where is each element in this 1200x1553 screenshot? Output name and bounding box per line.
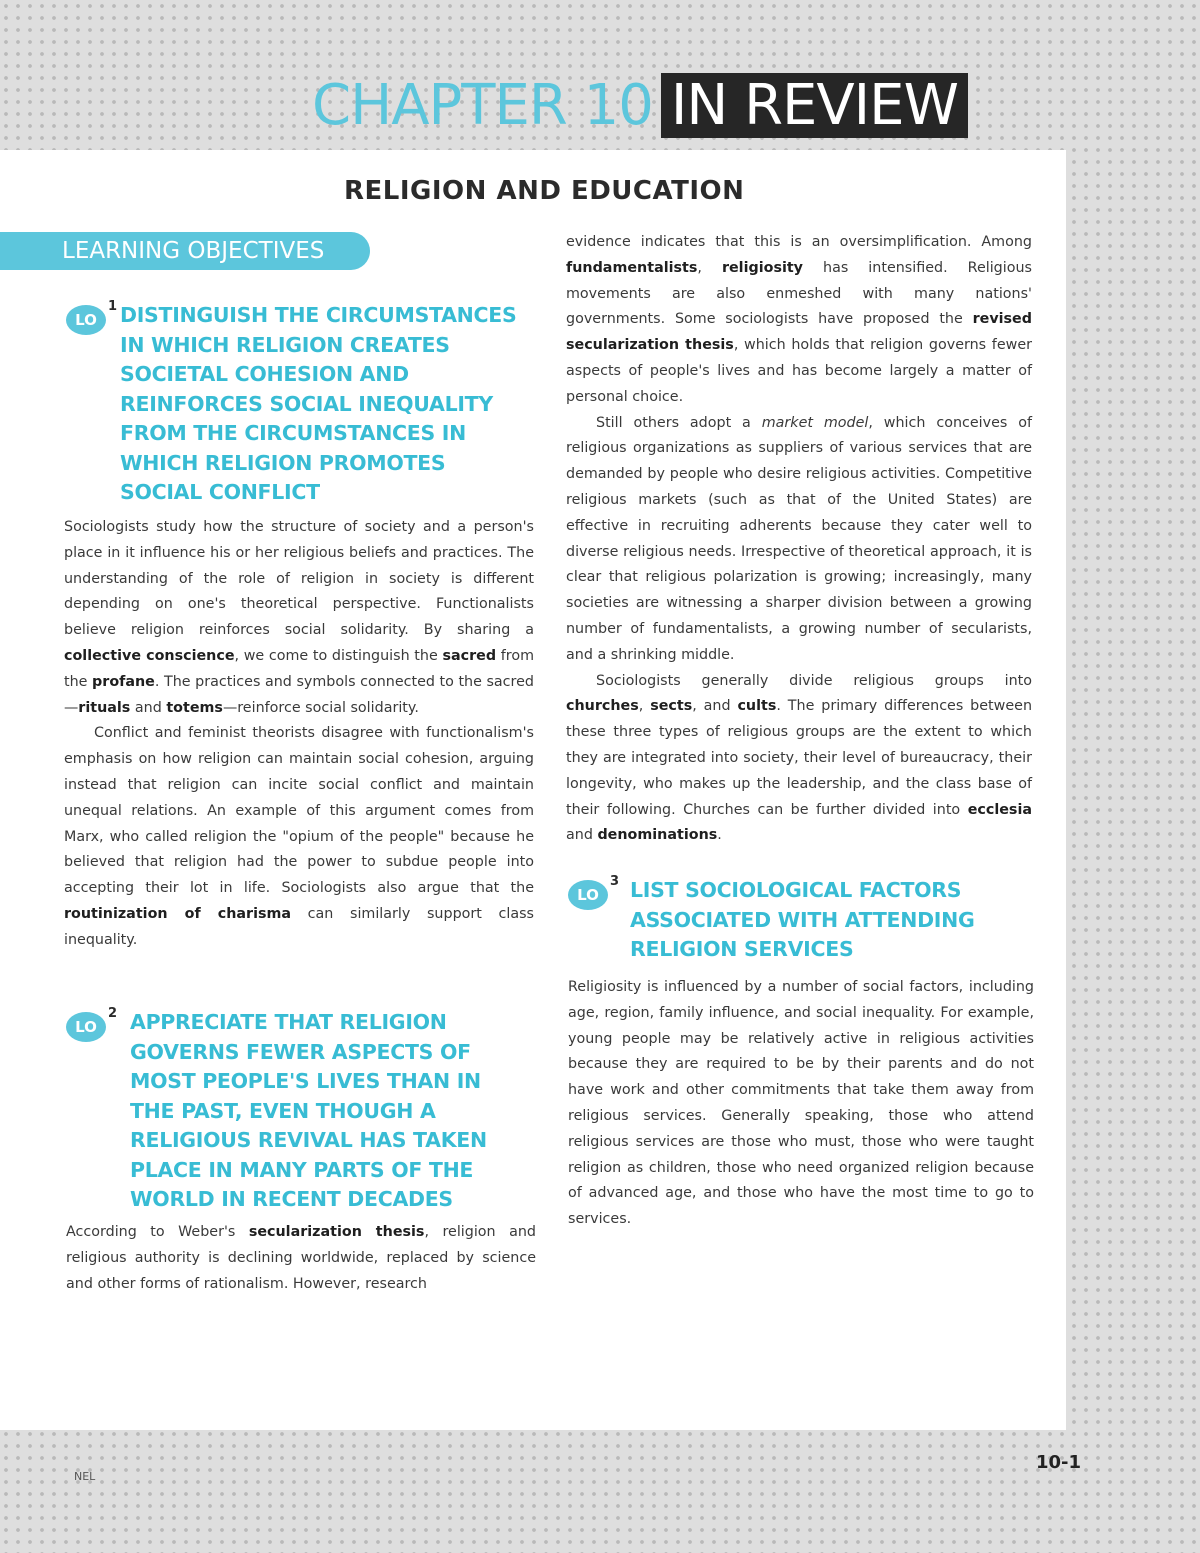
lo2-paragraph-2 (566, 411, 1032, 669)
term-sacred: sacred (442, 647, 497, 664)
lo3-badge-icon: LO (568, 880, 608, 910)
text: Sociologists generally divide religious groups into (596, 672, 1032, 689)
term-denominations: denominations (597, 827, 718, 844)
term-cults: cults (737, 698, 777, 715)
text: , religion and religious authority is declining worldwide, replaced by science and other forms of rationalism. However, research (66, 1224, 536, 1292)
text: According to Weber's (66, 1224, 249, 1240)
text: from the (64, 647, 534, 690)
term-market-model: market model (761, 414, 869, 431)
term-secularization-thesis: secularization thesis (248, 1224, 425, 1240)
text: Sociologists study how the structure of society and a person's place in it influence his or her religious beliefs and practices. The understanding of the role of religion in society is different depending on one's theoretical perspective. Functionalists believe religion reinforces social solidarity. By sharing a (64, 519, 534, 639)
lo3-body (568, 975, 1034, 1233)
text: , (638, 698, 651, 715)
text: . The practices and symbols connected to the sacred— (64, 673, 534, 716)
lo2-paragraph-1-continued (566, 230, 1032, 411)
lo2-body-left (66, 1220, 536, 1297)
lo2-badge-icon: LO (66, 1012, 106, 1042)
lo1-number: 1 (108, 299, 118, 314)
term-revised-secularization-thesis: revised secularization thesis (566, 311, 1032, 354)
text: , we come to distinguish the (234, 647, 443, 664)
page-number: 10-1 (1036, 1452, 1082, 1473)
text: evidence indicates that this is an oversimplification. Among (566, 234, 1032, 250)
lo1-paragraph-2 (64, 721, 534, 953)
learning-objectives-label: LEARNING OBJECTIVES (62, 238, 325, 264)
term-profane: profane (92, 673, 155, 690)
lo1-badge-icon: LO (66, 305, 106, 335)
lo1-paragraph-1 (64, 515, 534, 721)
chapter-title (312, 70, 968, 142)
text: , (697, 259, 722, 276)
section-title: RELIGION AND EDUCATION (344, 176, 745, 206)
term-ecclesia: ecclesia (967, 801, 1032, 818)
text: . The primary differences between these three types of religious groups are the extent to which they are integrated into society, their level of bureaucracy, their longevity, who makes up the leadership, and the class base of their following. Churches can be further divided into (566, 698, 1033, 818)
lo2-paragraph-3 (566, 669, 1032, 850)
text: Conflict and feminist theorists disagree with functionalism's emphasis on how religion can maintain social cohesion, arguing instead that religion can incite social conflict and maintain unequal relations. An example of this argument comes from Marx, who called religion the "opium of the people" because he believed that religion had the power to subdue people into accepting their lot in life. Sociologists also argue that the (64, 725, 534, 897)
lo2-heading (66, 1006, 536, 1222)
text: and (130, 699, 167, 716)
term-rituals: rituals (78, 699, 131, 716)
text: , and (692, 698, 738, 715)
text: . (717, 827, 722, 844)
text: —reinforce social solidarity. (222, 699, 419, 716)
term-collective-conscience: collective conscience (64, 647, 235, 664)
chapter-number: CHAPTER 10 (312, 73, 653, 138)
lo2-number: 2 (108, 1006, 118, 1021)
term-totems: totems (166, 699, 223, 716)
term-sects: sects (650, 698, 693, 715)
term-churches: churches (566, 698, 639, 715)
publisher-mark: NEL (74, 1470, 96, 1483)
text: has intensified. Religious movements are also enmeshed with many nations' governments. Some sociologists have proposed the (566, 259, 1032, 328)
lo1-body (64, 515, 534, 954)
term-fundamentalists: fundamentalists (566, 259, 698, 276)
lo3-heading (568, 874, 1034, 975)
lo2-body-right (566, 230, 1032, 849)
lo3-title: LIST SOCIOLOGICAL FACTORS ASSOCIATED WITH ATTENDING RELIGION SERVICES (630, 878, 975, 961)
term-routinization-of-charisma: routinization of charisma (64, 905, 292, 922)
lo1-heading (66, 299, 536, 515)
text: , which holds that religion governs fewer aspects of people's lives and has become largely a matter of personal choice. (566, 337, 1032, 405)
lo2-paragraph-1-start (66, 1220, 536, 1297)
term-religiosity: religiosity (721, 259, 804, 276)
text: and (566, 827, 598, 844)
lo1-title: DISTINGUISH THE CIRCUMSTANCES IN WHICH RELIGION CREATES SOCIETAL COHESION AND REINFORCES SOCIAL INEQUALITY FROM THE CIRCUMSTANCES IN WHICH RELIGION PROMOTES SOCIAL CONFLICT (120, 303, 517, 504)
lo3-paragraph-1: Religiosity is influenced by a number of social factors, including age, region, family influence, and social inequality. For example, young people may be relatively active in religious activities because they are required to be by their parents and do not have work and other commitments that take them away from religious services. Generally speaking, those who attend religious services are those who must, those who were taught religion as children, those who need organized religion because of advanced age, and those who have the most time to go to services. (568, 979, 1034, 1228)
in-review-box: IN REVIEW (661, 73, 968, 138)
text: , which conceives of religious organizations as suppliers of various services that are demanded by people who desire religious activities. Competitive religious markets (such as that of the United States) are effective in recruiting adherents because they cater well to diverse religious needs. Irrespective of theoretical approach, it is clear that religious polarization is growing; increasingly, many societies are witnessing a sharper division between a growing number of fundamentalists, a growing number of secularists, and a shrinking middle. (566, 414, 1033, 663)
lo2-title: APPRECIATE THAT RELIGION GOVERNS FEWER ASPECTS OF MOST PEOPLE'S LIVES THAN IN THE PAST, EVEN THOUGH A RELIGIOUS REVIVAL HAS TAKEN PLACE IN MANY PARTS OF THE WORLD IN RECENT DECADES (130, 1010, 487, 1211)
text: can similarly support class inequality. (64, 905, 534, 948)
learning-objectives-banner (0, 232, 370, 270)
lo3-number: 3 (610, 874, 620, 889)
text: Still others adopt a (596, 414, 762, 431)
